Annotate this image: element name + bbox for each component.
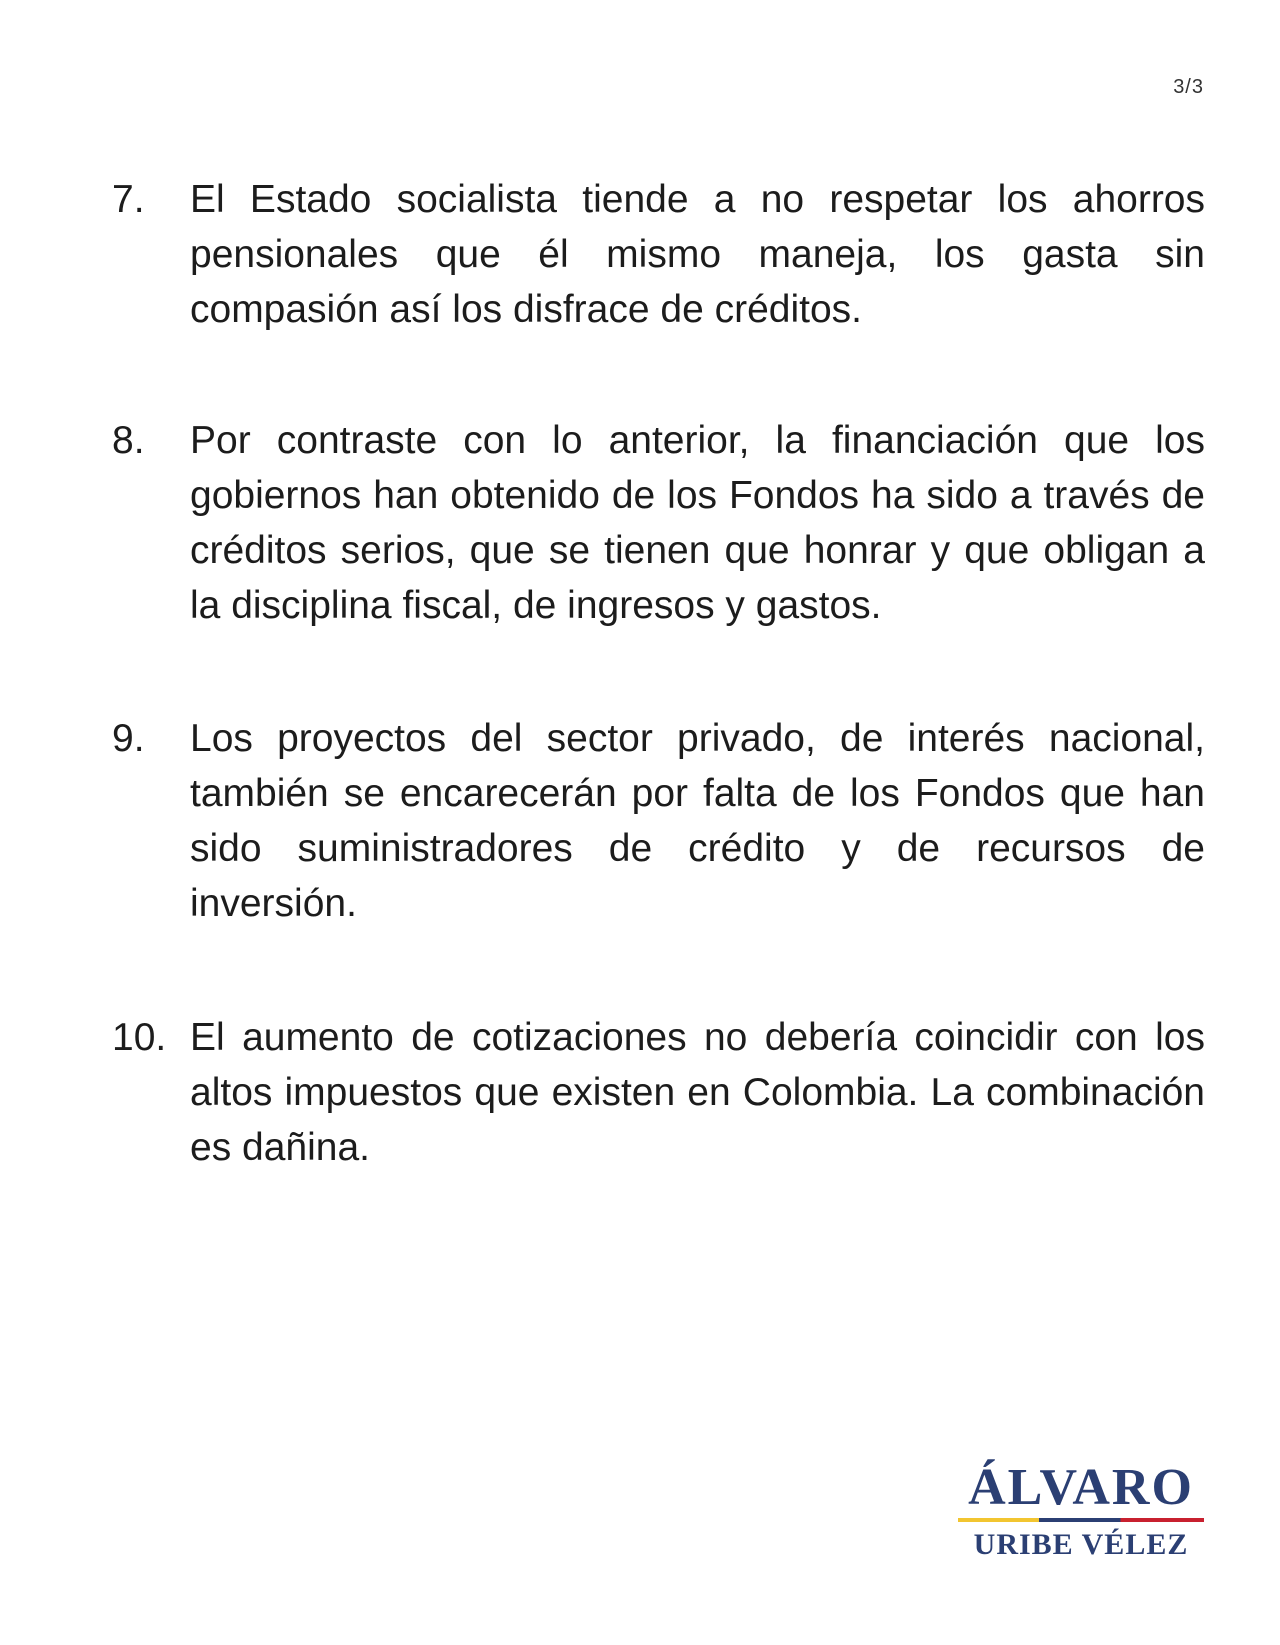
list-item-text: El Estado socialista tiende a no respetar los ahorros pensionales que él mismo maneja, los gasta sin compasión así los disfrace de créditos.	[190, 178, 1205, 331]
list-item	[112, 413, 1205, 633]
signature-last-name: URIBE VÉLEZ	[973, 1528, 1189, 1561]
signature-logo	[958, 1460, 1204, 1562]
list-item	[112, 1010, 1205, 1175]
list-item-number: 8.	[112, 419, 145, 462]
list-item-number: 9.	[112, 717, 145, 760]
page-number: 3/3	[1173, 76, 1204, 98]
list-item-text: El aumento de cotizaciones no debería coincidir con los altos impuestos que existen en Colombia. La combinación es dañina.	[190, 1016, 1205, 1169]
list-item	[112, 172, 1205, 337]
signature-color-stripe	[958, 1518, 1204, 1522]
list-item-text: Por contraste con lo anterior, la financiación que los gobiernos han obtenido de los Fondos ha sido a través de créditos serios, que se tienen que honrar y que obligan a la disciplina fiscal, de ingresos y gastos.	[190, 419, 1205, 627]
list-item	[112, 711, 1205, 931]
signature-first-name: ÁLVARO	[968, 1459, 1194, 1516]
list-item-number: 10.	[112, 1016, 167, 1059]
list-item-text: Los proyectos del sector privado, de interés nacional, también se encarecerán por falta de los Fondos que han sido suministradores de crédito y de recursos de inversión.	[190, 717, 1205, 925]
list-item-number: 7.	[112, 178, 145, 221]
